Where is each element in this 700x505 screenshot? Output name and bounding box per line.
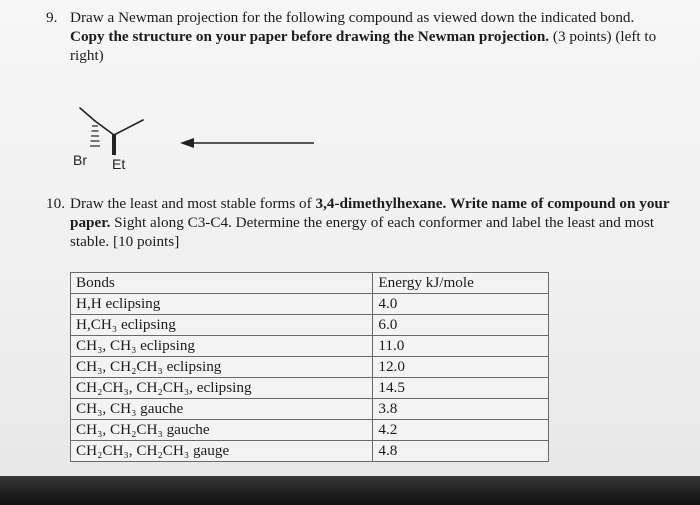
- wedge-bond-et: [112, 135, 116, 155]
- question-10-sight-line: Sight along C3-C4. Determine the energy of each: [114, 214, 416, 231]
- table-header-row: [71, 273, 549, 294]
- bond-interaction-cell: CH₃, CH₂CH₃ gauche: [71, 420, 373, 441]
- question-10-number: 10.: [46, 195, 65, 212]
- bond-interaction-cell: CH₃, CH₂CH₃ eclipsing: [71, 357, 373, 378]
- hash-bond-br: [90, 126, 100, 146]
- bond-c1-c2: [95, 121, 114, 135]
- energy-value-cell: 4.0: [373, 294, 549, 315]
- energy-table: [70, 272, 549, 462]
- viewing-direction-arrow: [178, 136, 318, 150]
- header-energy: Energy kJ/mole: [373, 273, 549, 294]
- skeletal-structure: [70, 105, 180, 185]
- question-10: [46, 194, 670, 250]
- table-row: [71, 399, 549, 420]
- bond-interaction-cell: CH₂CH₃, CH₂CH₃, eclipsing: [71, 378, 373, 399]
- bond-upper-right: [114, 120, 143, 135]
- question-10-write-name: Write name of: [450, 195, 544, 212]
- energy-value-cell: 3.8: [373, 399, 549, 420]
- energy-value-cell: 12.0: [373, 357, 549, 378]
- bond-upper-left: [80, 108, 95, 121]
- energy-value-cell: 6.0: [373, 315, 549, 336]
- table-row: [71, 357, 549, 378]
- question-9-text: [70, 8, 670, 65]
- question-9-instruction: Draw a Newman projection for the following compound as viewed down the indicated bond.: [70, 9, 635, 26]
- compound-name: 3,4-dimethylhexane.: [315, 195, 447, 212]
- question-10-instruction: Draw the least and most stable forms of: [70, 195, 312, 212]
- table-row: [71, 336, 549, 357]
- energy-value-cell: 4.8: [373, 441, 549, 462]
- table-row: [71, 441, 549, 462]
- table-row: [71, 315, 549, 336]
- bromine-label: Br: [73, 152, 87, 168]
- energy-value-cell: 11.0: [373, 336, 549, 357]
- question-9: [46, 8, 676, 64]
- header-bonds: Bonds: [71, 273, 373, 294]
- bond-interaction-cell: H,H eclipsing: [71, 294, 373, 315]
- photo-bottom-edge: [0, 476, 700, 505]
- ethyl-label: Et: [112, 156, 126, 172]
- energy-value-cell: 14.5: [373, 378, 549, 399]
- question-9-points: points) (left to right): [70, 28, 657, 64]
- table-row: [71, 420, 549, 441]
- question-10-on-paper: compound on your paper.: [70, 195, 670, 231]
- bond-interaction-cell: CH₃, CH₃ gauche: [71, 399, 373, 420]
- question-9-points-open: (3: [552, 28, 566, 45]
- bond-interaction-cell: CH₂CH₃, CH₂CH₃ gauge: [71, 441, 373, 462]
- table-row: [71, 378, 549, 399]
- question-10-label-line: conformer and label the least and most stable. [10 points]: [70, 214, 655, 250]
- table-row: [71, 294, 549, 315]
- question-9-copy-instruction: Copy the structure on your paper before drawing the Newman projection.: [70, 28, 550, 45]
- bond-interaction-cell: CH₃, CH₃ eclipsing: [71, 336, 373, 357]
- question-9-number: 9.: [46, 9, 58, 26]
- question-10-text: [70, 194, 670, 251]
- bond-interaction-cell: H,CH₃ eclipsing: [71, 315, 373, 336]
- energy-value-cell: 4.2: [373, 420, 549, 441]
